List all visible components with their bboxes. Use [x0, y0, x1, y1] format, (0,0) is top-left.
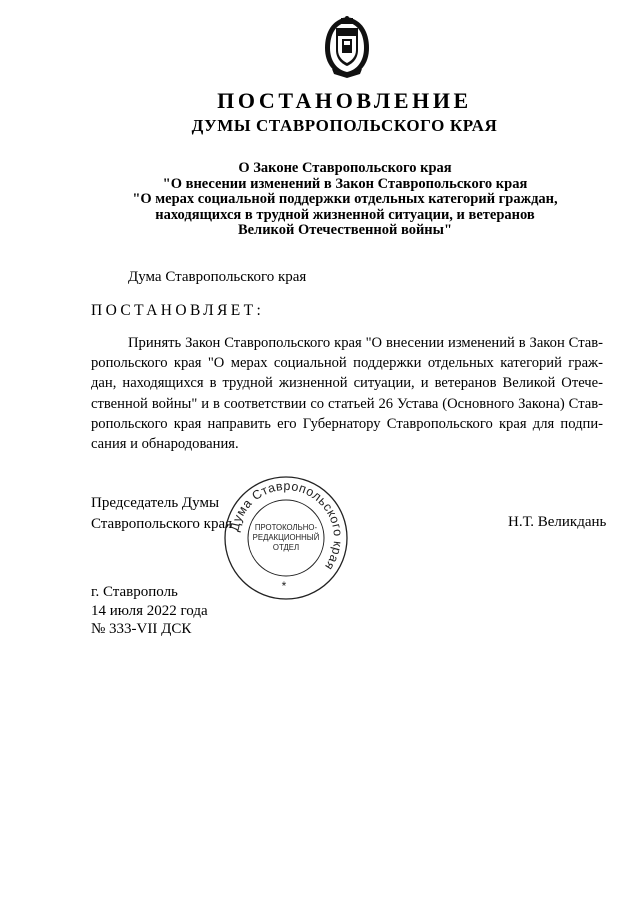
- document-date: 14 июля 2022 года: [91, 602, 208, 619]
- law-title: [120, 161, 570, 239]
- document-number: № 333-VII ДСК: [91, 621, 192, 637]
- document-footer: [91, 583, 208, 639]
- document-subtitle: ДУМЫ СТАВРОПОЛЬСКОГО КРАЯ: [191, 116, 498, 135]
- stamp-ring-text: Дума Ставропольского края: [227, 478, 346, 573]
- paragraph-line: ропольского края направить его Губернатору Ставропольского края для подпи-: [91, 415, 603, 432]
- document-title: ПОСТАНОВЛЕНИЕ: [217, 88, 472, 113]
- signatory-name: Н.Т. Великдань: [508, 514, 607, 530]
- law-title-line: "О мерах социальной поддержки отдельных категорий граждан,: [132, 191, 558, 208]
- paragraph-line: Принять Закон Ставропольского края "О внесении изменений в Закон Став-: [128, 335, 603, 351]
- law-title-line: "О внесении изменений в Закон Ставропольского края: [162, 175, 528, 192]
- paragraph-line: ропольского края "О мерах социальной поддержки отдельных категорий граж-: [91, 355, 603, 372]
- paragraph-line: дан, находящихся в трудной жизненной ситуации, и ветеранов Великой Отече-: [91, 375, 603, 392]
- signatory-position-line: Председатель Думы: [91, 495, 220, 511]
- law-title-line: находящихся в трудной жизненной ситуации, и ветеранов: [155, 206, 535, 223]
- paragraph-line: ственной войны" и в соответствии со статьей 26 Устава (Основного Закона) Став-: [91, 395, 603, 412]
- stamp-center-line: ПРОТОКОЛЬНО-: [254, 523, 318, 532]
- resolves-heading: ПОСТАНОВЛЯЕТ:: [91, 302, 265, 319]
- official-stamp: [222, 474, 350, 602]
- stamp-center-line: ОТДЕЛ: [272, 543, 300, 552]
- paragraph-line: сания и обнародования.: [91, 436, 239, 453]
- issuing-body: Дума Ставропольского края: [128, 269, 307, 285]
- signatory-position: [91, 493, 232, 534]
- law-title-line: Великой Отечественной войны": [237, 222, 453, 239]
- law-title-line: О Законе Ставропольского края: [238, 160, 452, 176]
- coat-of-arms-icon: [322, 14, 372, 80]
- city: г. Ставрополь: [91, 584, 178, 600]
- stamp-star: *: [281, 579, 287, 593]
- stamp-center-line: РЕДАКЦИОННЫЙ: [252, 533, 320, 542]
- signatory-position-line: Ставропольского края: [91, 515, 232, 532]
- resolution-paragraph: [91, 333, 603, 454]
